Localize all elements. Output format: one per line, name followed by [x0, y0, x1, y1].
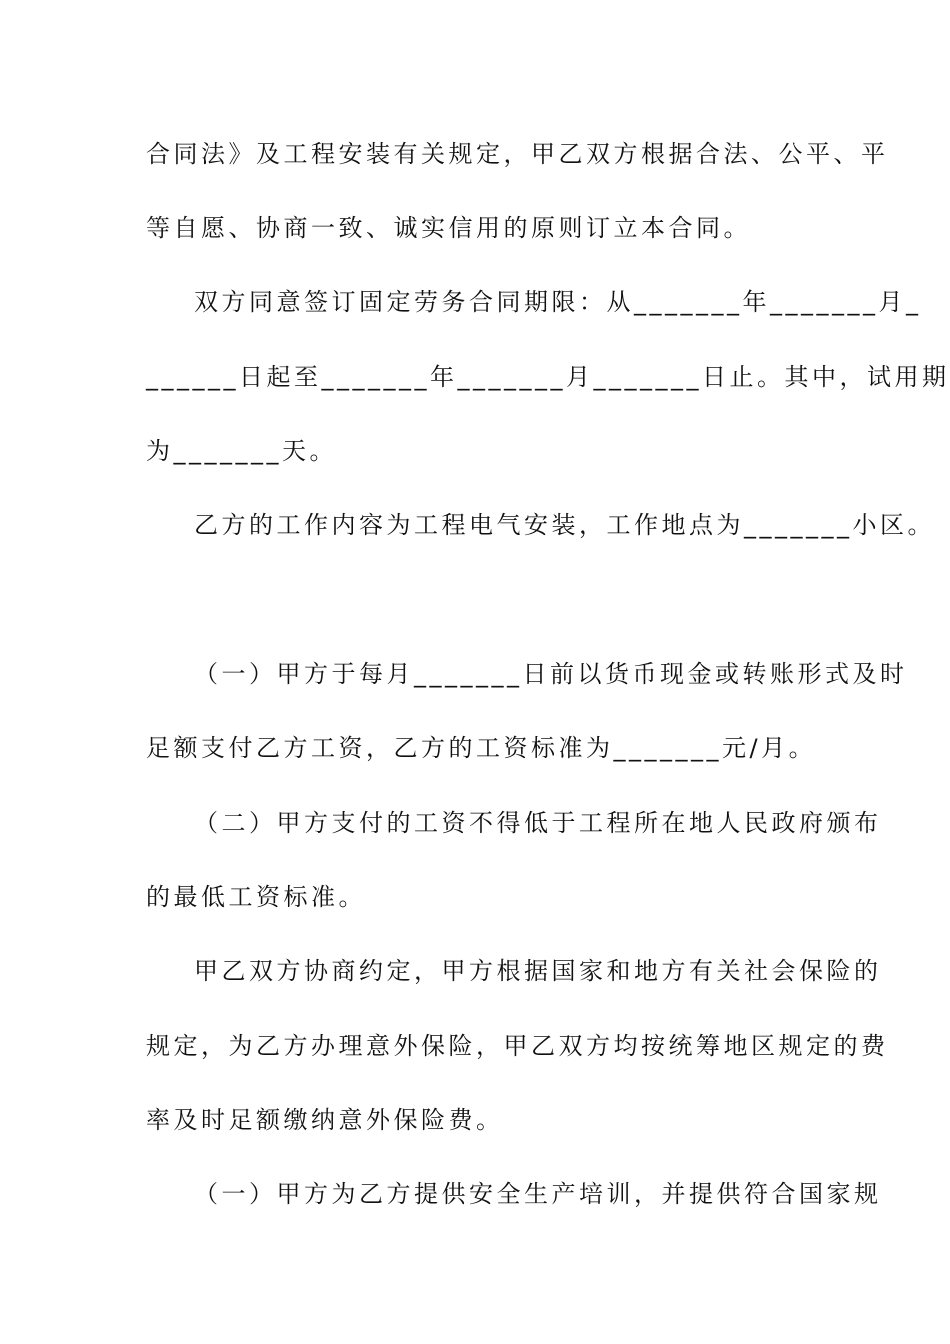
- text-line: 规定，为乙方办理意外保险，甲乙双方均按统筹地区规定的费: [146, 1032, 889, 1060]
- text-line: 甲乙双方协商约定，甲方根据国家和地方有关社会保险的: [194, 957, 882, 985]
- text-line: 等自愿、协商一致、诚实信用的原则订立本合同。: [146, 214, 751, 242]
- text-line: 双方同意签订固定劳务合同期限：从_______年_______月_: [194, 288, 922, 316]
- text-line: （一）甲方为乙方提供安全生产培训，并提供符合国家规: [194, 1180, 882, 1208]
- text-line: 合同法》及工程安装有关规定，甲乙双方根据合法、公平、平: [146, 140, 889, 168]
- text-line: 为_______天。: [146, 437, 337, 465]
- text-line: 乙方的工作内容为工程电气安装，工作地点为_______小区。: [194, 511, 935, 539]
- text-line: 的最低工资标准。: [146, 883, 366, 911]
- text-line: ______日起至_______年_______月_______日止。其中，试用期: [146, 363, 950, 391]
- text-line: 足额支付乙方工资，乙方的工资标准为_______元/月。: [146, 734, 817, 762]
- text-line: 率及时足额缴纳意外保险费。: [146, 1106, 504, 1134]
- text-line: （一）甲方于每月_______日前以货币现金或转账形式及时: [194, 660, 908, 688]
- text-line: （二）甲方支付的工资不得低于工程所在地人民政府颁布: [194, 809, 882, 837]
